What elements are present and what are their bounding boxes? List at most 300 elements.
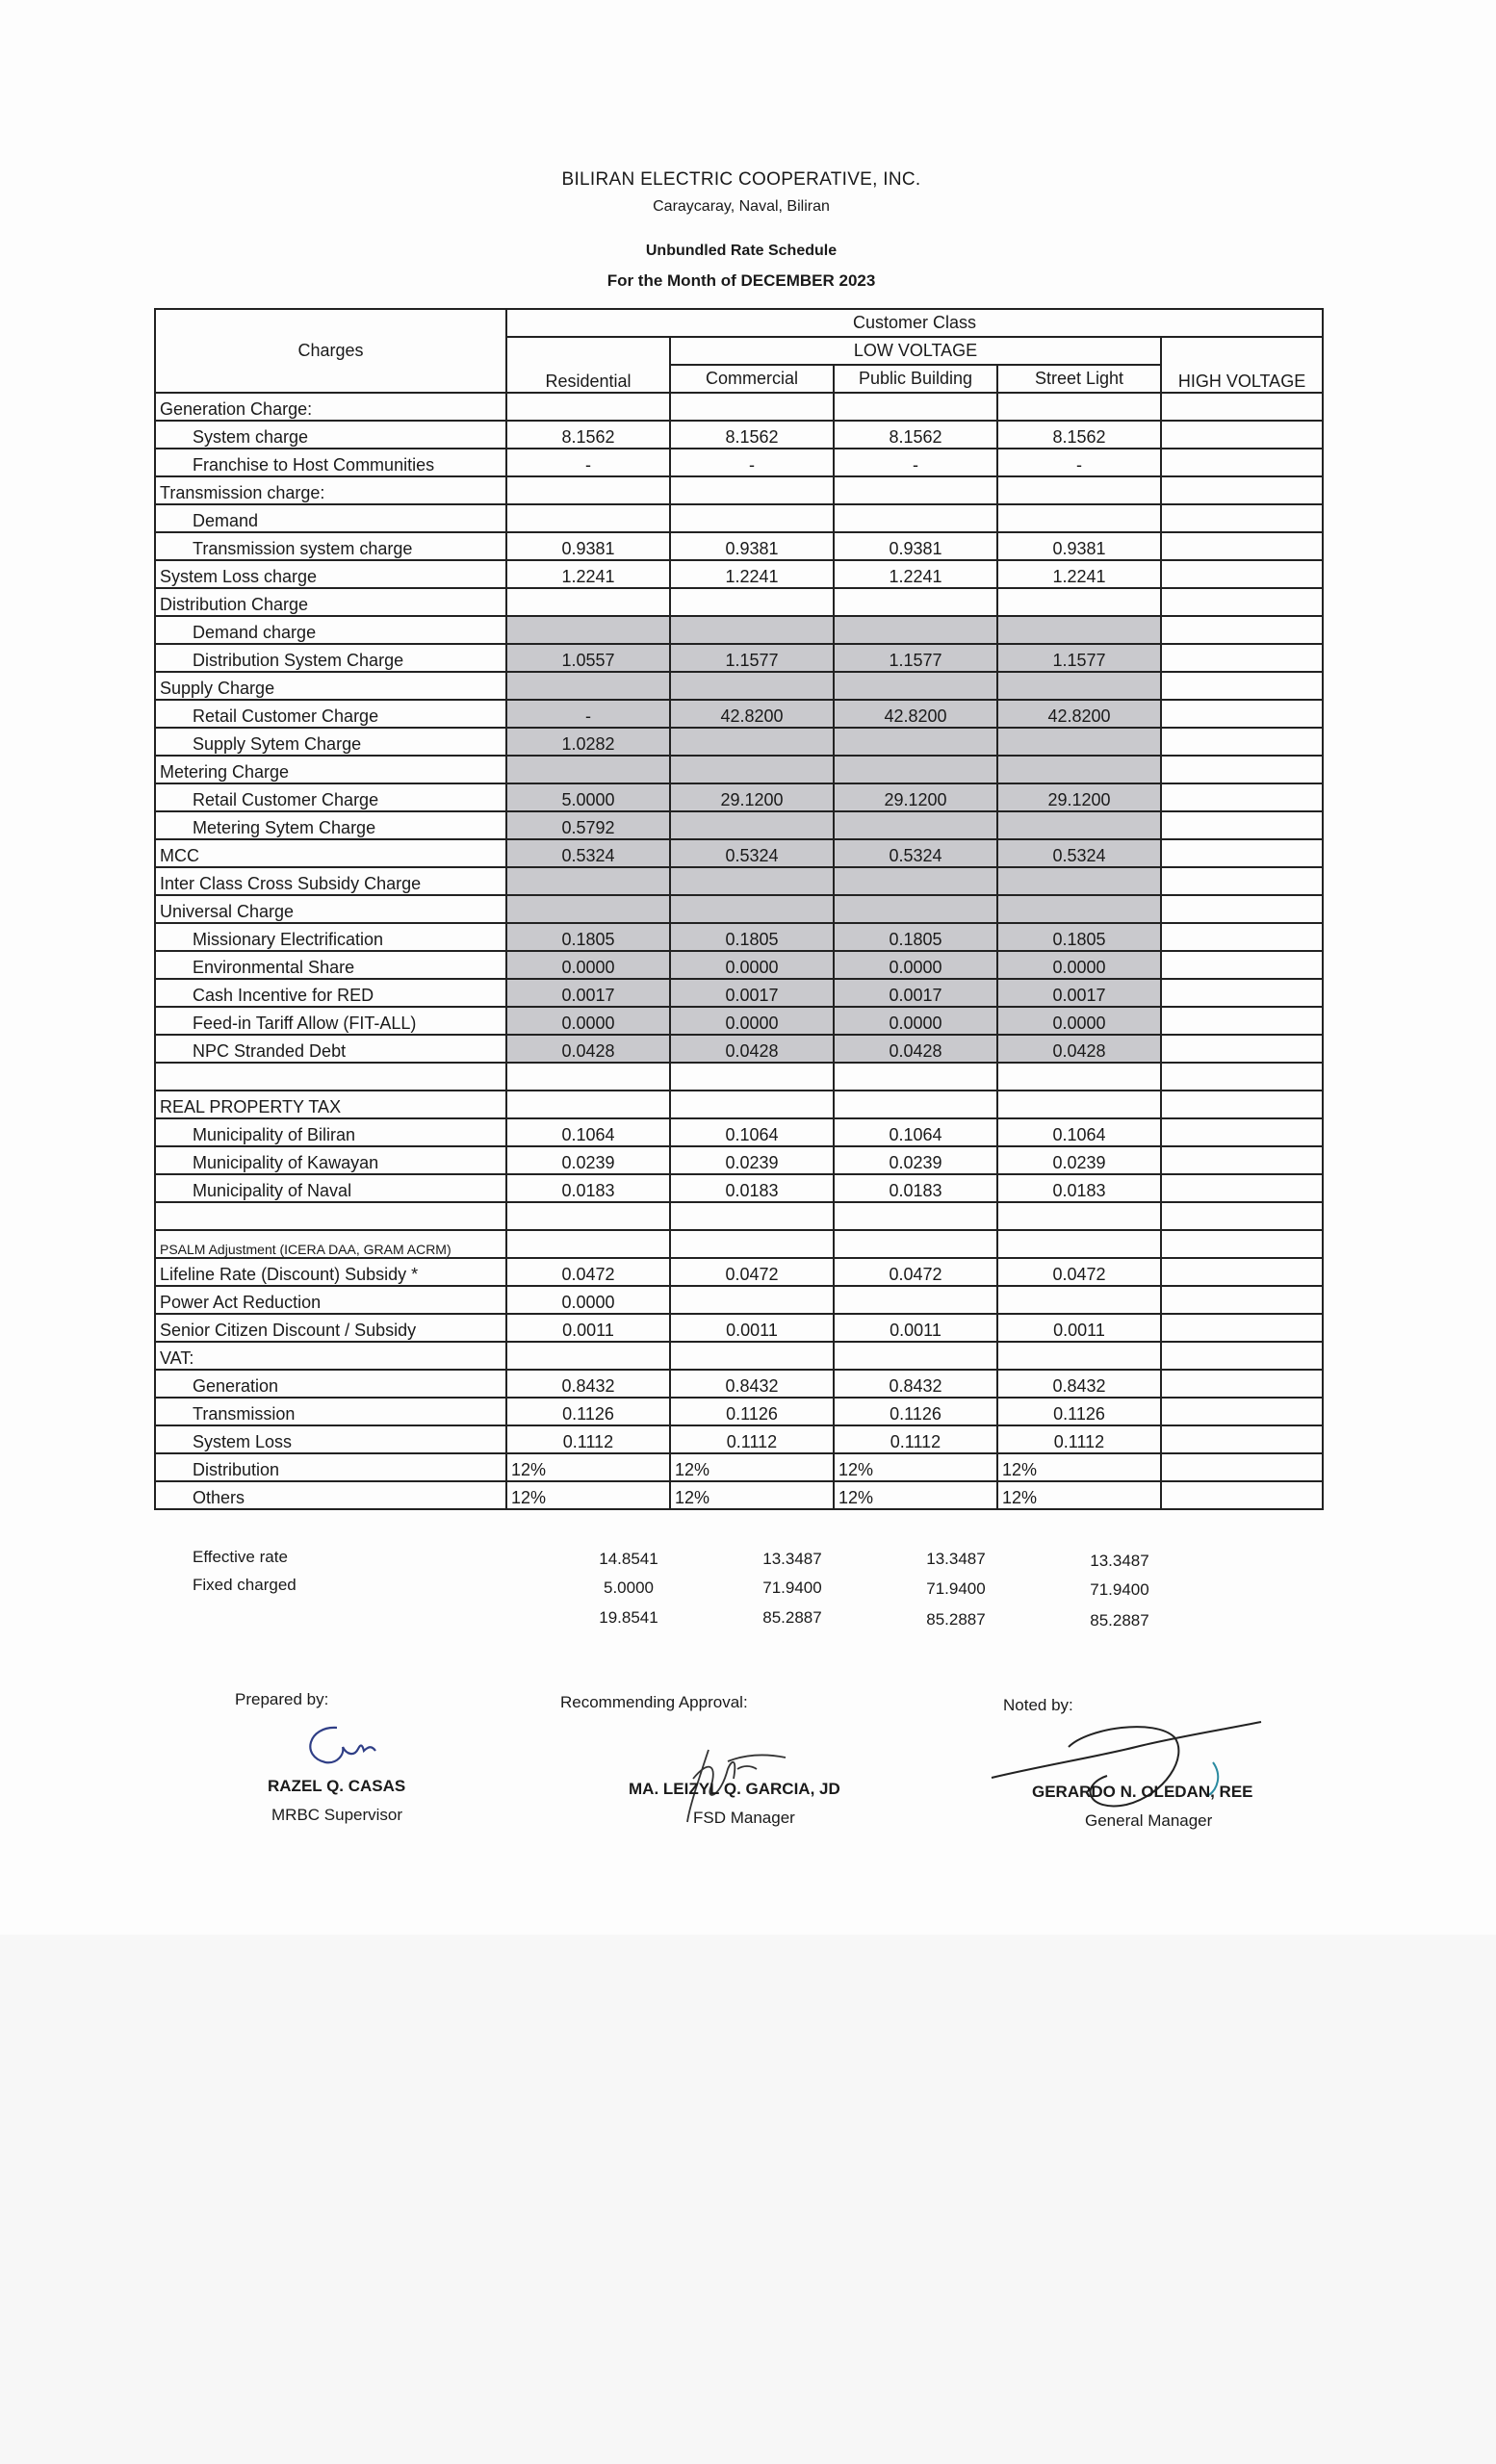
rate-street-light (997, 895, 1161, 923)
rate-high-voltage (1161, 421, 1323, 449)
rate-residential: 0.5324 (506, 839, 670, 867)
rate-public-building: 0.0428 (834, 1035, 997, 1063)
rate-row (155, 644, 1323, 672)
residential-header: Residential (506, 337, 670, 393)
rate-residential: 1.2241 (506, 560, 670, 588)
rate-high-voltage (1161, 1035, 1323, 1063)
rate-row (155, 700, 1323, 728)
rate-residential: 0.0472 (506, 1258, 670, 1286)
rate-street-light (997, 393, 1161, 421)
rate-high-voltage (1161, 923, 1323, 951)
charge-label: Metering Sytem Charge (155, 811, 506, 839)
rate-commercial (670, 756, 834, 783)
rate-row (155, 1146, 1323, 1174)
rate-public-building: 0.0183 (834, 1174, 997, 1202)
public-building-header: Public Building (834, 365, 997, 393)
rate-high-voltage (1161, 783, 1323, 811)
rate-high-voltage (1161, 1453, 1323, 1481)
rate-row (155, 532, 1323, 560)
rate-commercial: - (670, 449, 834, 476)
rate-high-voltage (1161, 811, 1323, 839)
rate-row (155, 393, 1323, 421)
rate-street-light: 0.0183 (997, 1174, 1161, 1202)
rate-public-building: 29.1200 (834, 783, 997, 811)
rate-street-light: 0.1126 (997, 1398, 1161, 1425)
rate-street-light: 0.8432 (997, 1370, 1161, 1398)
rate-high-voltage (1161, 1370, 1323, 1398)
rate-commercial: 0.1126 (670, 1398, 834, 1425)
rate-public-building (834, 895, 997, 923)
rate-commercial (670, 1063, 834, 1091)
rate-row (155, 839, 1323, 867)
rate-commercial: 12% (670, 1453, 834, 1481)
effective-rate-label: Effective rate (193, 1548, 288, 1566)
rate-row (155, 979, 1323, 1007)
rate-street-light (997, 588, 1161, 616)
charge-label: Inter Class Cross Subsidy Charge (155, 867, 506, 895)
rate-row (155, 1174, 1323, 1202)
rate-residential (506, 1091, 670, 1118)
rate-high-voltage (1161, 1007, 1323, 1035)
rate-high-voltage (1161, 1118, 1323, 1146)
rate-public-building (834, 588, 997, 616)
rate-commercial: 0.0428 (670, 1035, 834, 1063)
rate-street-light: 8.1562 (997, 421, 1161, 449)
rate-public-building: 0.0011 (834, 1314, 997, 1342)
rate-high-voltage (1161, 1286, 1323, 1314)
rate-row (155, 756, 1323, 783)
rate-public-building (834, 1202, 997, 1230)
charge-label: Missionary Electrification (155, 923, 506, 951)
rate-public-building: 0.1064 (834, 1118, 997, 1146)
charge-label: Cash Incentive for RED (155, 979, 506, 1007)
noted-by-name: GERARDO N. OLEDAN, REE (1032, 1783, 1253, 1801)
rate-residential: 0.5792 (506, 811, 670, 839)
rate-residential (506, 672, 670, 700)
rate-high-voltage (1161, 756, 1323, 783)
rate-residential: 0.0239 (506, 1146, 670, 1174)
charge-label: Generation Charge: (155, 393, 506, 421)
noted-by-title: General Manager (1085, 1811, 1213, 1830)
total-residential: 19.8541 (599, 1608, 658, 1627)
rate-street-light: 1.1577 (997, 644, 1161, 672)
rate-residential: 0.9381 (506, 532, 670, 560)
charge-label: NPC Stranded Debt (155, 1035, 506, 1063)
charge-label: Environmental Share (155, 951, 506, 979)
rate-public-building (834, 616, 997, 644)
rate-public-building: 0.0239 (834, 1146, 997, 1174)
fixed-commercial: 71.9400 (762, 1578, 822, 1597)
rate-residential (506, 476, 670, 504)
prepared-by-name: RAZEL Q. CASAS (268, 1777, 406, 1795)
rate-commercial (670, 867, 834, 895)
rate-street-light (997, 1286, 1161, 1314)
rate-commercial: 0.9381 (670, 532, 834, 560)
rate-public-building: 0.5324 (834, 839, 997, 867)
rate-row (155, 1007, 1323, 1035)
rate-residential (506, 393, 670, 421)
rate-street-light (997, 476, 1161, 504)
rate-street-light: 0.9381 (997, 532, 1161, 560)
charge-label: Municipality of Naval (155, 1174, 506, 1202)
rate-commercial: 8.1562 (670, 421, 834, 449)
rate-residential: 1.0557 (506, 644, 670, 672)
charge-label: PSALM Adjustment (ICERA DAA, GRAM ACRM) (155, 1230, 506, 1258)
rate-high-voltage (1161, 1481, 1323, 1509)
street-light-header: Street Light (997, 365, 1161, 393)
rate-row (155, 783, 1323, 811)
rate-high-voltage (1161, 1063, 1323, 1091)
rate-commercial: 0.8432 (670, 1370, 834, 1398)
charge-label (155, 1063, 506, 1091)
charge-label: Supply Charge (155, 672, 506, 700)
rate-residential: 0.1805 (506, 923, 670, 951)
recommending-name: MA. LEIZYL Q. GARCIA, JD (629, 1780, 840, 1798)
rate-public-building (834, 728, 997, 756)
company-address: Caraycaray, Naval, Biliran (653, 198, 830, 215)
rate-street-light (997, 756, 1161, 783)
rate-commercial (670, 1230, 834, 1258)
rate-high-voltage (1161, 1174, 1323, 1202)
rate-public-building: 42.8200 (834, 700, 997, 728)
rate-public-building (834, 756, 997, 783)
rate-street-light: 0.0239 (997, 1146, 1161, 1174)
rate-public-building (834, 867, 997, 895)
noted-signature (982, 1708, 1271, 1824)
effective-residential: 14.8541 (599, 1550, 658, 1568)
rate-commercial (670, 588, 834, 616)
rate-street-light (997, 504, 1161, 532)
rate-commercial: 29.1200 (670, 783, 834, 811)
fixed-street-light: 71.9400 (1090, 1580, 1149, 1599)
rate-street-light (997, 867, 1161, 895)
rate-residential (506, 504, 670, 532)
rate-row (155, 728, 1323, 756)
rate-street-light (997, 1230, 1161, 1258)
rate-row (155, 476, 1323, 504)
effective-street-light: 13.3487 (1090, 1552, 1149, 1570)
rate-commercial (670, 393, 834, 421)
total-commercial: 85.2887 (762, 1608, 822, 1627)
rate-public-building: 1.1577 (834, 644, 997, 672)
company-name: BILIRAN ELECTRIC COOPERATIVE, INC. (561, 169, 921, 190)
rate-residential: 0.0017 (506, 979, 670, 1007)
rate-street-light (997, 1063, 1161, 1091)
rate-street-light: 0.0472 (997, 1258, 1161, 1286)
rate-commercial: 0.0239 (670, 1146, 834, 1174)
rate-row (155, 1481, 1323, 1509)
rate-commercial (670, 895, 834, 923)
rate-street-light: 0.0000 (997, 1007, 1161, 1035)
rate-high-voltage (1161, 1202, 1323, 1230)
high-voltage-header: HIGH VOLTAGE (1161, 337, 1323, 393)
rate-residential (506, 756, 670, 783)
rate-public-building (834, 1286, 997, 1314)
rate-residential (506, 867, 670, 895)
rate-high-voltage (1161, 672, 1323, 700)
rate-residential: 1.0282 (506, 728, 670, 756)
rate-street-light (997, 672, 1161, 700)
charge-label (155, 1202, 506, 1230)
blank-row (155, 1063, 1323, 1091)
rate-street-light (997, 1091, 1161, 1118)
rate-commercial: 12% (670, 1481, 834, 1509)
rate-commercial (670, 616, 834, 644)
rate-public-building: 0.8432 (834, 1370, 997, 1398)
rate-high-voltage (1161, 700, 1323, 728)
rate-row (155, 1453, 1323, 1481)
rate-row (155, 421, 1323, 449)
charge-label: System charge (155, 421, 506, 449)
charge-label: Franchise to Host Communities (155, 449, 506, 476)
rate-street-light (997, 728, 1161, 756)
rate-residential (506, 1063, 670, 1091)
rate-commercial: 0.0183 (670, 1174, 834, 1202)
charge-label: REAL PROPERTY TAX (155, 1091, 506, 1118)
document-period: For the Month of DECEMBER 2023 (606, 271, 876, 290)
rate-high-voltage (1161, 644, 1323, 672)
rate-residential (506, 1230, 670, 1258)
rate-high-voltage (1161, 560, 1323, 588)
rate-row (155, 1314, 1323, 1342)
charge-label: Municipality of Kawayan (155, 1146, 506, 1174)
rate-street-light: 0.1064 (997, 1118, 1161, 1146)
rate-high-voltage (1161, 895, 1323, 923)
rate-residential: 0.0183 (506, 1174, 670, 1202)
recommending-title: FSD Manager (693, 1809, 795, 1827)
rate-residential: 5.0000 (506, 783, 670, 811)
rate-residential (506, 616, 670, 644)
rate-commercial: 0.1805 (670, 923, 834, 951)
rate-street-light: 0.5324 (997, 839, 1161, 867)
rate-public-building (834, 672, 997, 700)
prepared-signature (298, 1718, 395, 1776)
charge-label: Senior Citizen Discount / Subsidy (155, 1314, 506, 1342)
rate-high-voltage (1161, 588, 1323, 616)
rate-public-building: 0.0000 (834, 951, 997, 979)
rate-commercial: 0.0000 (670, 1007, 834, 1035)
rate-residential: 0.1126 (506, 1398, 670, 1425)
rate-residential: 0.0000 (506, 1286, 670, 1314)
rate-residential (506, 588, 670, 616)
charge-label: Power Act Reduction (155, 1286, 506, 1314)
rate-high-voltage (1161, 476, 1323, 504)
rate-public-building (834, 1063, 997, 1091)
rate-street-light: 0.1112 (997, 1425, 1161, 1453)
rate-row (155, 1091, 1323, 1118)
rate-commercial: 0.0017 (670, 979, 834, 1007)
rate-row (155, 588, 1323, 616)
rate-high-voltage (1161, 1091, 1323, 1118)
charge-label: MCC (155, 839, 506, 867)
rate-commercial: 0.1112 (670, 1425, 834, 1453)
charge-label: Transmission system charge (155, 532, 506, 560)
rate-public-building: 0.0472 (834, 1258, 997, 1286)
rate-residential (506, 895, 670, 923)
charge-label: System Loss (155, 1425, 506, 1453)
rate-public-building: 1.2241 (834, 560, 997, 588)
charge-label: Distribution (155, 1453, 506, 1481)
rate-high-voltage (1161, 616, 1323, 644)
rate-high-voltage (1161, 728, 1323, 756)
rate-street-light (997, 616, 1161, 644)
rate-row (155, 1258, 1323, 1286)
rate-row (155, 1342, 1323, 1370)
rate-row (155, 1230, 1323, 1258)
rate-commercial (670, 1091, 834, 1118)
total-street-light: 85.2887 (1090, 1611, 1149, 1630)
rate-public-building: 0.9381 (834, 532, 997, 560)
rate-residential: 12% (506, 1481, 670, 1509)
rate-residential: 0.8432 (506, 1370, 670, 1398)
charge-label: Others (155, 1481, 506, 1509)
noted-by-label: Noted by: (1003, 1696, 1073, 1714)
rate-public-building: 12% (834, 1453, 997, 1481)
rate-high-voltage (1161, 532, 1323, 560)
customer-class-header: Customer Class (506, 309, 1323, 337)
low-voltage-header: LOW VOLTAGE (670, 337, 1161, 365)
charge-label: Retail Customer Charge (155, 783, 506, 811)
rate-street-light: 42.8200 (997, 700, 1161, 728)
rate-high-voltage (1161, 1342, 1323, 1370)
charge-label: System Loss charge (155, 560, 506, 588)
recommending-label: Recommending Approval: (560, 1693, 748, 1711)
rate-public-building: 0.0000 (834, 1007, 997, 1035)
rate-high-voltage (1161, 839, 1323, 867)
rate-row (155, 504, 1323, 532)
effective-commercial: 13.3487 (762, 1550, 822, 1568)
rate-row (155, 1425, 1323, 1453)
rate-row (155, 1035, 1323, 1063)
rate-commercial: 0.0000 (670, 951, 834, 979)
charge-label: Retail Customer Charge (155, 700, 506, 728)
charge-label: Distribution System Charge (155, 644, 506, 672)
rate-street-light: 12% (997, 1481, 1161, 1509)
charge-label: Transmission (155, 1398, 506, 1425)
rate-residential: 0.1064 (506, 1118, 670, 1146)
document-title: Unbundled Rate Schedule (645, 243, 838, 259)
rate-commercial: 0.0472 (670, 1258, 834, 1286)
rate-commercial: 0.0011 (670, 1314, 834, 1342)
rate-row (155, 951, 1323, 979)
rate-row (155, 923, 1323, 951)
charge-label: Supply Sytem Charge (155, 728, 506, 756)
rate-public-building (834, 1230, 997, 1258)
rate-commercial: 42.8200 (670, 700, 834, 728)
rate-high-voltage (1161, 1314, 1323, 1342)
rate-residential: 0.1112 (506, 1425, 670, 1453)
charge-label: Metering Charge (155, 756, 506, 783)
rate-high-voltage (1161, 1146, 1323, 1174)
rate-row (155, 1398, 1323, 1425)
rate-public-building (834, 393, 997, 421)
rate-residential: 12% (506, 1453, 670, 1481)
rate-high-voltage (1161, 1230, 1323, 1258)
total-public-building: 85.2887 (926, 1610, 986, 1629)
rate-commercial: 1.1577 (670, 644, 834, 672)
rate-residential: - (506, 700, 670, 728)
rate-street-light: 0.1805 (997, 923, 1161, 951)
rate-row (155, 895, 1323, 923)
rate-commercial (670, 672, 834, 700)
rate-residential (506, 1202, 670, 1230)
rate-street-light: 29.1200 (997, 783, 1161, 811)
rate-public-building: 0.1112 (834, 1425, 997, 1453)
commercial-header: Commercial (670, 365, 834, 393)
rate-street-light: 0.0011 (997, 1314, 1161, 1342)
charge-label: Universal Charge (155, 895, 506, 923)
rate-residential: - (506, 449, 670, 476)
rate-high-voltage (1161, 979, 1323, 1007)
rate-street-light: 1.2241 (997, 560, 1161, 588)
rate-street-light: 12% (997, 1453, 1161, 1481)
rate-residential (506, 1342, 670, 1370)
fixed-residential: 5.0000 (604, 1578, 654, 1597)
rate-commercial: 1.2241 (670, 560, 834, 588)
rate-row (155, 560, 1323, 588)
rate-commercial (670, 1202, 834, 1230)
rate-high-voltage (1161, 1425, 1323, 1453)
charge-label: Transmission charge: (155, 476, 506, 504)
rate-row (155, 449, 1323, 476)
rate-commercial (670, 504, 834, 532)
rate-street-light: 0.0017 (997, 979, 1161, 1007)
charge-label: Demand (155, 504, 506, 532)
rate-public-building (834, 811, 997, 839)
rate-high-voltage (1161, 1258, 1323, 1286)
charge-label: Distribution Charge (155, 588, 506, 616)
rate-commercial: 0.1064 (670, 1118, 834, 1146)
charge-label: Municipality of Biliran (155, 1118, 506, 1146)
rate-public-building: 0.1805 (834, 923, 997, 951)
rate-commercial (670, 811, 834, 839)
fixed-public-building: 71.9400 (926, 1579, 986, 1598)
rate-high-voltage (1161, 1398, 1323, 1425)
rate-high-voltage (1161, 393, 1323, 421)
rate-residential: 0.0000 (506, 951, 670, 979)
rate-public-building: 8.1562 (834, 421, 997, 449)
rate-commercial (670, 1286, 834, 1314)
charge-label: VAT: (155, 1342, 506, 1370)
rate-street-light: 0.0000 (997, 951, 1161, 979)
rate-street-light (997, 811, 1161, 839)
blank-row (155, 1202, 1323, 1230)
rate-public-building (834, 476, 997, 504)
rate-public-building (834, 1091, 997, 1118)
rate-row (155, 616, 1323, 644)
rate-residential: 0.0011 (506, 1314, 670, 1342)
rate-row (155, 672, 1323, 700)
charge-label: Lifeline Rate (Discount) Subsidy * (155, 1258, 506, 1286)
rate-public-building (834, 504, 997, 532)
rate-row (155, 1286, 1323, 1314)
rate-street-light: - (997, 449, 1161, 476)
charges-header: Charges (155, 309, 506, 393)
rate-public-building: - (834, 449, 997, 476)
fixed-charged-label: Fixed charged (193, 1576, 297, 1594)
rate-high-voltage (1161, 449, 1323, 476)
rate-residential: 0.0000 (506, 1007, 670, 1035)
rate-commercial (670, 476, 834, 504)
rate-public-building: 0.1126 (834, 1398, 997, 1425)
rate-street-light: 0.0428 (997, 1035, 1161, 1063)
rate-high-voltage (1161, 951, 1323, 979)
rate-high-voltage (1161, 504, 1323, 532)
rate-commercial (670, 1342, 834, 1370)
rate-residential: 8.1562 (506, 421, 670, 449)
rate-commercial: 0.5324 (670, 839, 834, 867)
rate-row (155, 811, 1323, 839)
